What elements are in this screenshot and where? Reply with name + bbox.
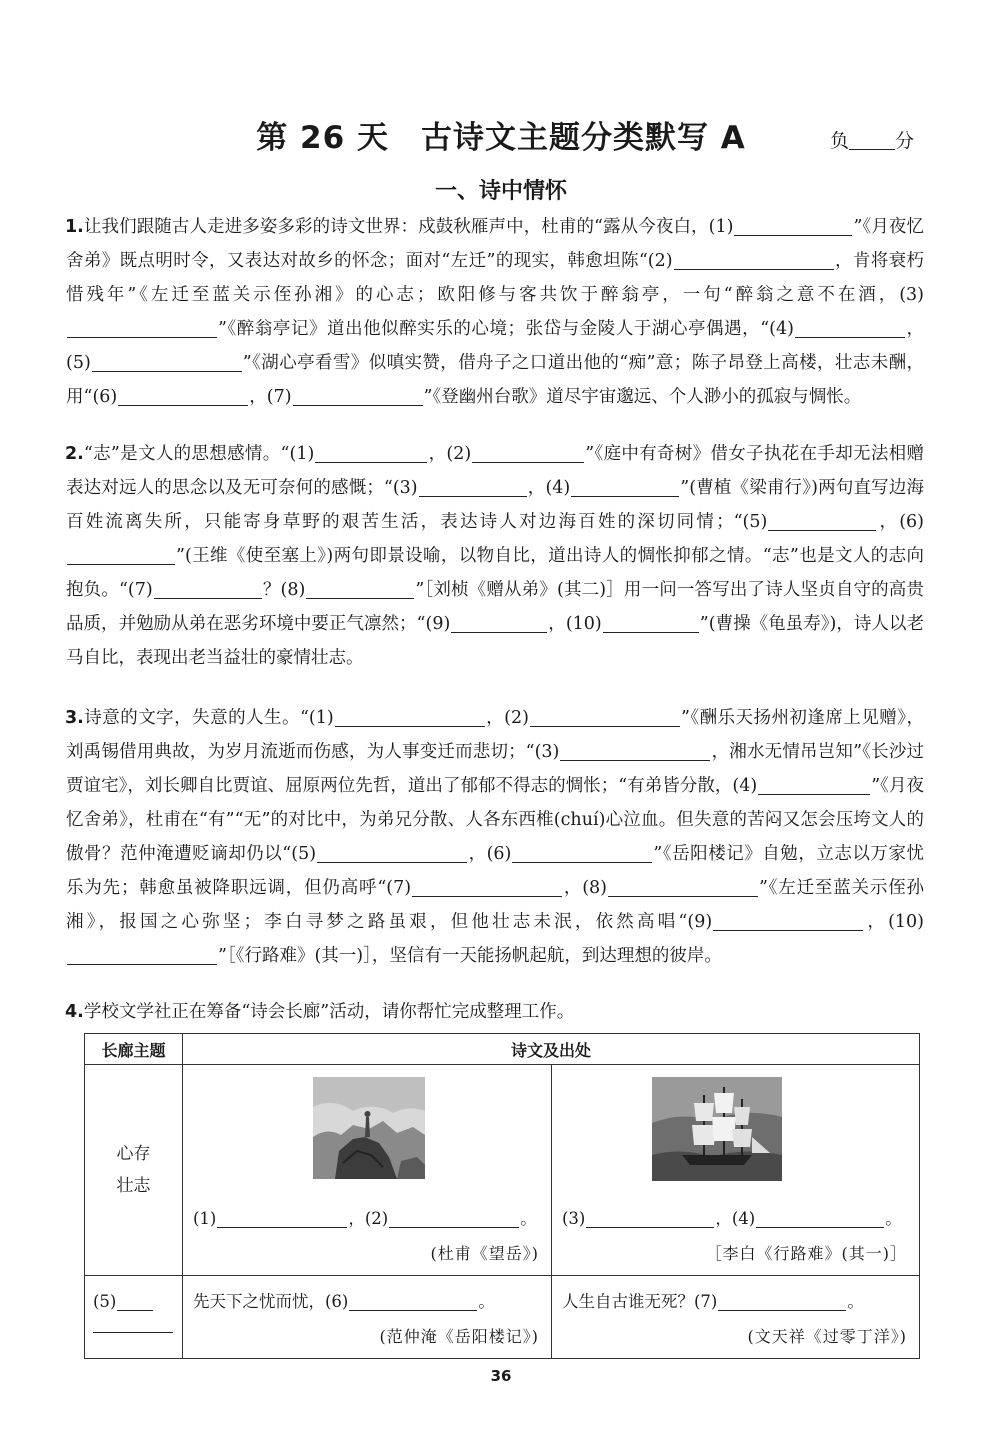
question-text: 让我们跟随古人走进多姿多彩的诗文世界：戍鼓秋雁声中，杜甫的“露从今夜白，(1)	[83, 217, 734, 237]
mountain-painting-icon	[313, 1077, 425, 1179]
table-header-row	[85, 1034, 920, 1065]
answer-blank[interactable]	[93, 1332, 173, 1333]
question-text: ，(7)	[249, 387, 292, 407]
col-header-poems: 诗文及出处	[183, 1034, 920, 1065]
question-text: ，(6)	[877, 512, 924, 532]
answer-blank[interactable]	[530, 706, 680, 727]
theme-blank-line	[93, 1290, 154, 1311]
sailing-ship-icon	[652, 1077, 782, 1181]
poetry-corridor-table	[84, 1033, 920, 1359]
answer-line	[562, 1205, 902, 1229]
blank-label: (3)	[562, 1209, 586, 1228]
answer-blank[interactable]	[389, 1207, 519, 1228]
answer-line	[562, 1288, 864, 1312]
question-text: ”(曹操《龟虽寿》)，诗人以老马自比，表现出老当益壮的豪情壮志。	[66, 614, 924, 668]
question-text: ”《月夜忆舍弟》既点明时令，又表达对故乡的怀念；面对“左迁”的现实，韩愈坦陈“(2)	[66, 217, 924, 271]
answer-blank[interactable]	[512, 842, 652, 863]
question-number: 3.	[65, 708, 84, 728]
punctuation: 。	[885, 1209, 902, 1228]
answer-blank[interactable]	[674, 249, 834, 270]
answer-blank[interactable]	[335, 706, 485, 727]
question-text: ，(8)	[563, 878, 607, 898]
poem-source: ［李白《行路难》(其一)］	[705, 1244, 907, 1263]
question-text: ，(2)	[428, 444, 472, 464]
question-text: ，肯将衰朽惜残年”《左迁至蓝关示侄孙湘》的心志；欧阳修与客共饮于醉翁亭，一句“醉翁之意不在酒，(3)	[66, 251, 924, 305]
answer-blank[interactable]	[472, 442, 584, 463]
answer-blank[interactable]	[603, 612, 699, 633]
answer-blank[interactable]	[560, 740, 710, 761]
question-number: 4.	[65, 1002, 84, 1022]
blank-label: (1)	[193, 1209, 217, 1228]
answer-blank[interactable]	[67, 544, 175, 565]
answer-blank[interactable]	[608, 876, 758, 897]
answer-blank[interactable]	[718, 1290, 846, 1311]
page-title: 第 26 天 古诗文主题分类默写 A	[256, 120, 746, 156]
answer-blank[interactable]	[306, 578, 414, 599]
question-text: ，(10)	[548, 614, 602, 634]
answer-blank[interactable]	[92, 351, 242, 372]
answer-blank[interactable]	[713, 910, 863, 931]
answer-blank[interactable]	[154, 578, 262, 599]
question-number: 2.	[65, 444, 84, 464]
poem-cell-left	[183, 1276, 552, 1359]
answer-blank[interactable]	[795, 317, 905, 338]
answer-blank[interactable]	[419, 476, 527, 497]
question-text: ”《庭中有奇树》借女子执花在手却无法相赠表达对远人的思念以及无可奈何的感慨；“(3)	[66, 444, 924, 498]
theme-cell	[85, 1065, 183, 1276]
score-blank[interactable]	[849, 131, 895, 150]
question-text: ，(4)	[527, 478, 571, 498]
answer-blank[interactable]	[67, 317, 217, 338]
question-4	[66, 995, 924, 1029]
answer-blank[interactable]	[756, 1207, 884, 1228]
poem-line: 人生自古谁无死？(7)	[562, 1292, 718, 1311]
poem-cell-right	[552, 1065, 920, 1276]
theme-line: 心存	[116, 1144, 151, 1164]
question-text: ”《登幽州台歌》道尽宇宙邈远、个人渺小的孤寂与惆怅。	[423, 387, 862, 407]
question-text: ”《月夜忆舍弟》，杜甫在“有”“无”的对比中，为弟兄分散、人各东西椎(chuí)心泣血。但失意的苦闷又怎会压垮文人的傲骨？范仲淹遭贬谪却仍以“(5)	[66, 776, 924, 864]
page-number: 36	[490, 1367, 512, 1385]
score-prefix: 负	[830, 130, 850, 152]
question-text: ”《酬乐天扬州初逢席上见赠》，刘禹锡借用典故，为岁月流逝而伤感，为人事变迁而悲切；“(3)	[66, 708, 924, 762]
theme-line: 壮志	[116, 1176, 151, 1196]
poem-cell-right	[552, 1276, 920, 1359]
answer-blank[interactable]	[317, 842, 467, 863]
question-text: ，(6)	[468, 844, 512, 864]
question-number: 1.	[65, 217, 84, 237]
answer-blank[interactable]	[768, 510, 876, 531]
answer-blank[interactable]	[118, 385, 248, 406]
question-text: ”《左迁至蓝关示侄孙湘》，报国之心弥坚；李白寻梦之路虽艰，但他壮志未泯，依然高唱“(9)	[66, 878, 924, 932]
question-text: ，(2)	[485, 708, 529, 728]
question-text: ？(8)	[262, 580, 306, 600]
answer-blank[interactable]	[758, 774, 870, 795]
blank-label: ，(4)	[715, 1209, 756, 1228]
question-text: ”(曹植《梁甫行》)两句直写边海百姓流离失所，只能寄身草野的艰苦生活，表达诗人对边海百姓的深切同情；“(5)	[66, 478, 924, 532]
question-3	[66, 701, 924, 973]
col-header-theme: 长廊主题	[85, 1034, 183, 1065]
blank-label: ，(2)	[348, 1209, 389, 1228]
punctuation: 。	[520, 1209, 537, 1228]
question-text: ”［《行路难》(其一)］，坚信有一天能扬帆起航，到达理想的彼岸。	[218, 946, 722, 966]
question-text: “志”是文人的思想感情。“(1)	[83, 444, 315, 464]
theme-cell	[85, 1276, 183, 1359]
question-text: 学校文学社正在筹备“诗会长廊”活动，请你帮忙完成整理工作。	[83, 1002, 575, 1022]
score-field	[830, 126, 914, 153]
answer-blank[interactable]	[315, 442, 427, 463]
question-text: ”《醉翁亭记》道出他似醉实乐的心境；张岱与金陵人于湖心亭偶遇，“(4)	[218, 319, 794, 339]
answer-blank[interactable]	[217, 1207, 347, 1228]
poem-cell-left	[183, 1065, 552, 1276]
answer-blank[interactable]	[293, 385, 423, 406]
answer-line	[193, 1288, 495, 1312]
answer-blank[interactable]	[571, 476, 679, 497]
answer-line	[193, 1205, 537, 1229]
poem-source: (杜甫《望岳》)	[430, 1244, 539, 1263]
question-2	[66, 437, 924, 675]
question-text: ，(5)	[66, 319, 925, 373]
punctuation: 。	[847, 1292, 864, 1311]
table-row	[85, 1065, 920, 1276]
punctuation: 。	[478, 1292, 495, 1311]
question-text: ，湘水无情吊岂知”《长沙过贾谊宅》，刘长卿自比贾谊、屈原两位先哲，道出了郁郁不得志的惆怅；“有弟皆分散，(4)	[66, 742, 925, 796]
answer-blank[interactable]	[586, 1207, 714, 1228]
question-text: ”《岳阳楼记》自勉，立志以万家忧乐为先；韩愈虽被降职远调，但仍高呼“(7)	[66, 844, 924, 898]
poem-source: (范仲淹《岳阳楼记》)	[379, 1327, 539, 1346]
answer-blank[interactable]	[67, 944, 217, 965]
answer-blank[interactable]	[412, 876, 562, 897]
question-text: ”［刘桢《赠从弟》(其二)］用一问一答写出了诗人坚贞自守的高贵品质，并勉励从弟在恶劣环境中要正气凛然；“(9)	[66, 580, 924, 634]
answer-blank[interactable]	[349, 1290, 477, 1311]
question-text: 诗意的文字，失意的人生。“(1)	[83, 708, 334, 728]
poem-source: (文天祥《过零丁洋》)	[747, 1327, 907, 1346]
question-1	[66, 210, 924, 414]
answer-blank[interactable]	[117, 1290, 153, 1311]
answer-blank[interactable]	[451, 612, 547, 633]
question-text: ，(10)	[864, 912, 924, 932]
question-text: ”《湖心亭看雪》似嗔实赞，借舟子之口道出他的“痴”意；陈子昂登上高楼，壮志未酬，用“(6)	[66, 353, 924, 407]
table-row	[85, 1276, 920, 1359]
poem-line: 先天下之忧而忧，(6)	[193, 1292, 349, 1311]
question-text: ”(王维《使至塞上》)两句即景设喻，以物自比，道出诗人的惆怅抑郁之情。“志”也是文人的志向抱负。“(7)	[66, 546, 924, 600]
blank-label: (5)	[93, 1292, 117, 1311]
score-suffix: 分	[895, 130, 915, 152]
answer-blank[interactable]	[734, 215, 852, 236]
section-title: 一、诗中情怀	[434, 179, 567, 204]
